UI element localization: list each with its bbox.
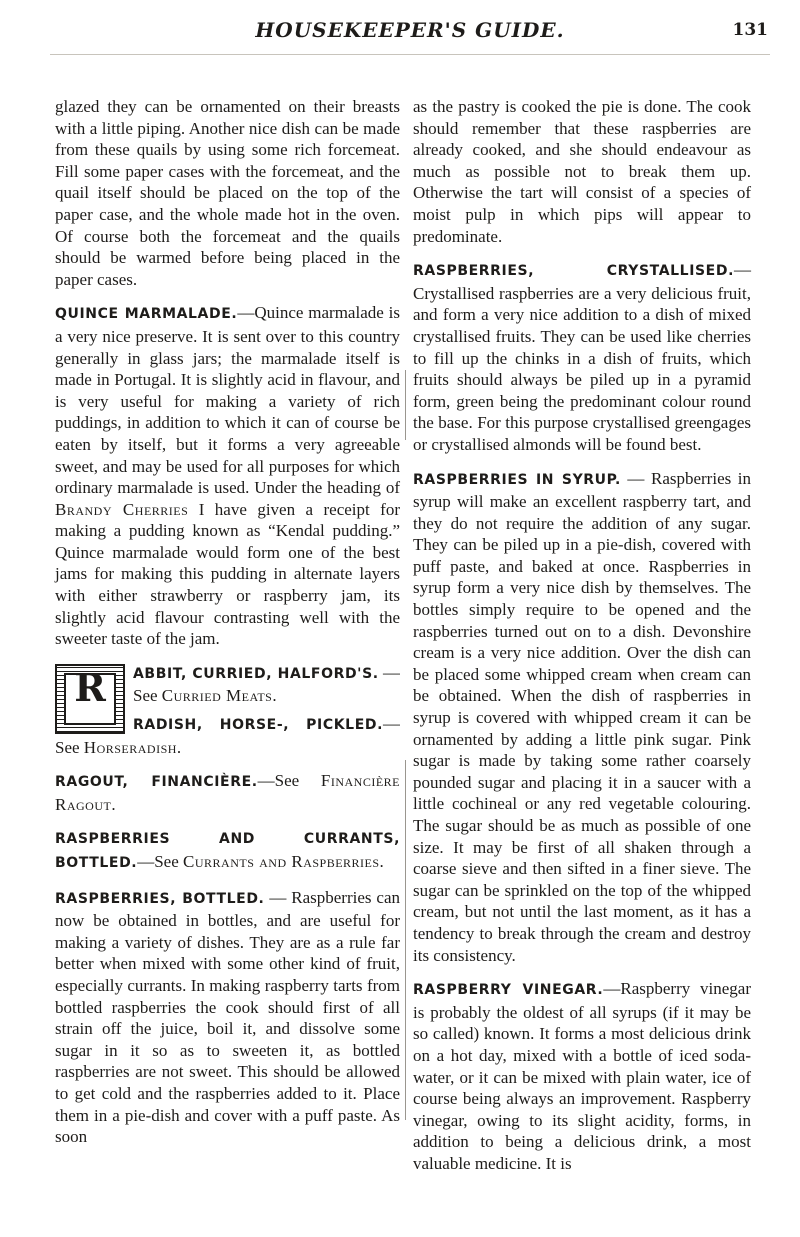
running-title: HOUSEKEEPER'S GUIDE. [255, 18, 565, 42]
right-column [413, 96, 751, 1187]
decorative-initial-r [55, 664, 125, 734]
entry-title: RASPBERRIES, CRYSTALLISED. [413, 263, 734, 280]
left-column [55, 96, 400, 1160]
entry-rabbit-curried [55, 662, 400, 770]
decorative-initial-letter: R [74, 664, 106, 710]
entry-title: RAGOUT, FINANCIÈRE. [55, 774, 258, 791]
paragraph-raspberries-bottled-continued [413, 96, 751, 247]
cross-reference: Horseradish. [83, 737, 182, 757]
entry-raspberry-vinegar [413, 978, 751, 1174]
entry-text: —Raspberry vinegar is probably the oldest of all syrups (if it may be so called) known. It forms a most delicious drink on a hot day, mixed with a bottle of iced soda-water, or it can be mixed with plain water, ice of course being always an improvement. Raspberry vinegar, owing to its slight acidity, forms, in addition to being a delicious drink, a most valuable medicine. It is [413, 979, 751, 1173]
entry-text: —Quince marmalade is a very nice preserve. It is sent over to this country generally in glass jars; the marmalade itself is made in Portugal. It is slightly acid in flavour, and is very useful for making a variety of rich puddings, in addition to which it can of course be eaten by itself, but it forms a very agreeable sweet, and may be used for all purposes for which ordinary marmalade is used. Under the heading of [55, 303, 400, 498]
entry-text: —See [137, 852, 184, 871]
margin-mark [405, 370, 406, 440]
entry-title: RASPBERRIES IN SYRUP. [413, 471, 621, 488]
entry-raspberries-currants-bottled [55, 827, 400, 874]
paragraph-text: as the pastry is cooked the pie is done. The cook should remember that these raspberries are already cooked, and she should endeavour as much as possible not to break them up. Otherwise the tart will consist of a species of moist pulp in which pips will appear to predominate. [413, 97, 751, 246]
entry-title: ABBIT, CURRIED, HALFORD'S. [133, 665, 379, 682]
entry-title: RASPBERRIES AND CURRANTS, BOTTLED. [55, 831, 400, 871]
entry-title: QUINCE MARMALADE. [55, 306, 238, 323]
entry-quince-marmalade [55, 302, 400, 650]
margin-mark [405, 760, 406, 1120]
entry-raspberries-in-syrup [413, 468, 751, 967]
cross-reference: Curried Meats. [161, 686, 278, 706]
entry-text: — Raspberries in syrup will make an excellent raspberry tart, and they do not require the addition of any sugar. They can be piled up in a pie-dish, covered with puff paste, and baked at once. Raspberries in syrup form a very nice dish by themselves. The bottles simply require to be opened and the raspberries turned out on to a dish. Devonshire cream is a very nice addition. Over the dish can be placed some whipped cream when cream can be obtained. When the dish of raspberries in syrup is covered with whipped cream it can be ornamented by adding a little pink sugar. Pink sugar is made by taking some rather coarsely pounded sugar and placing it in a saucer with a little cochineal or any red vegetable colouring. The sugar should be as much as possible of one size. It may be first of all shaken through a coarse sieve and then sifted in a finer sieve. The sugar can be sprinkled on the top of the whipped cream, but not until the last moment, as it has a tendency to break through the cream and destroy its consistency. [413, 468, 752, 965]
entry-text: I have given a receipt for making a pudding known as “Kendal pudding.” Quince marmalade would form one of the best jams for making this pudding in alternate layers with either strawberry or raspberry jam, its slightly acid flavour contrasting well with the sweeter taste of the jam. [55, 499, 400, 649]
cross-reference: Currants and Raspberries. [183, 852, 385, 871]
cross-reference: Financière Ragout. [55, 771, 400, 814]
entry-text: —See [55, 714, 400, 757]
entry-text: —See [257, 771, 321, 791]
cross-reference: Brandy Cherries [55, 499, 189, 519]
entry-raspberries-bottled [55, 887, 400, 1148]
entry-text: — Crystallised raspberries are a very delicious fruit, and form a very nice addition to a dish of mixed crystallised fruits. They can be used like cherries to fill up the chinks in a dish of fruits, which fruits should always be piled up in a pyramid form, green being the predominant colour round the base. For this purpose crystallised greengages or crystallised almonds will be found best. [413, 260, 751, 454]
paragraph-quails-continued [55, 96, 400, 290]
entry-title: RASPBERRIES, BOTTLED. [55, 890, 265, 907]
decorative-initial-frame [64, 664, 116, 725]
page-header [50, 14, 770, 55]
entry-text: — Raspberries can now be obtained in bottles, and are useful for making a variety of dishes. They are as a rule far better when mixed with some other kind of fruit, especially currants. In making raspberry tarts from bottled raspberries the cook should first of all strain off the juice, boil it, and dissolve some sugar in it so as to sweeten it, as bottled raspberries are not sweet. This should be allowed to get cold and the raspberries added to it. Place them in a pie-dish and cover with a puff paste. As soon [55, 887, 400, 1147]
entry-text: — See [133, 662, 400, 706]
page-number: 131 [732, 20, 768, 40]
entry-ragout-financiere [55, 770, 400, 815]
paragraph-text: glazed they can be ornamented on their breasts with a little piping. Another nice dish can be made from these quails by using some rich forcemeat. Fill some paper cases with the forcemeat, and the quail itself should be placed on the top of the paper case, and the whole made hot in the oven. Of course both the forcemeat and the quails should be warmed before being placed in the paper cases. [55, 97, 400, 289]
entry-title: RASPBERRY VINEGAR. [413, 982, 604, 999]
entry-raspberries-crystallised [413, 259, 751, 455]
entry-title: RADISH, HORSE-, PICKLED. [133, 717, 383, 734]
